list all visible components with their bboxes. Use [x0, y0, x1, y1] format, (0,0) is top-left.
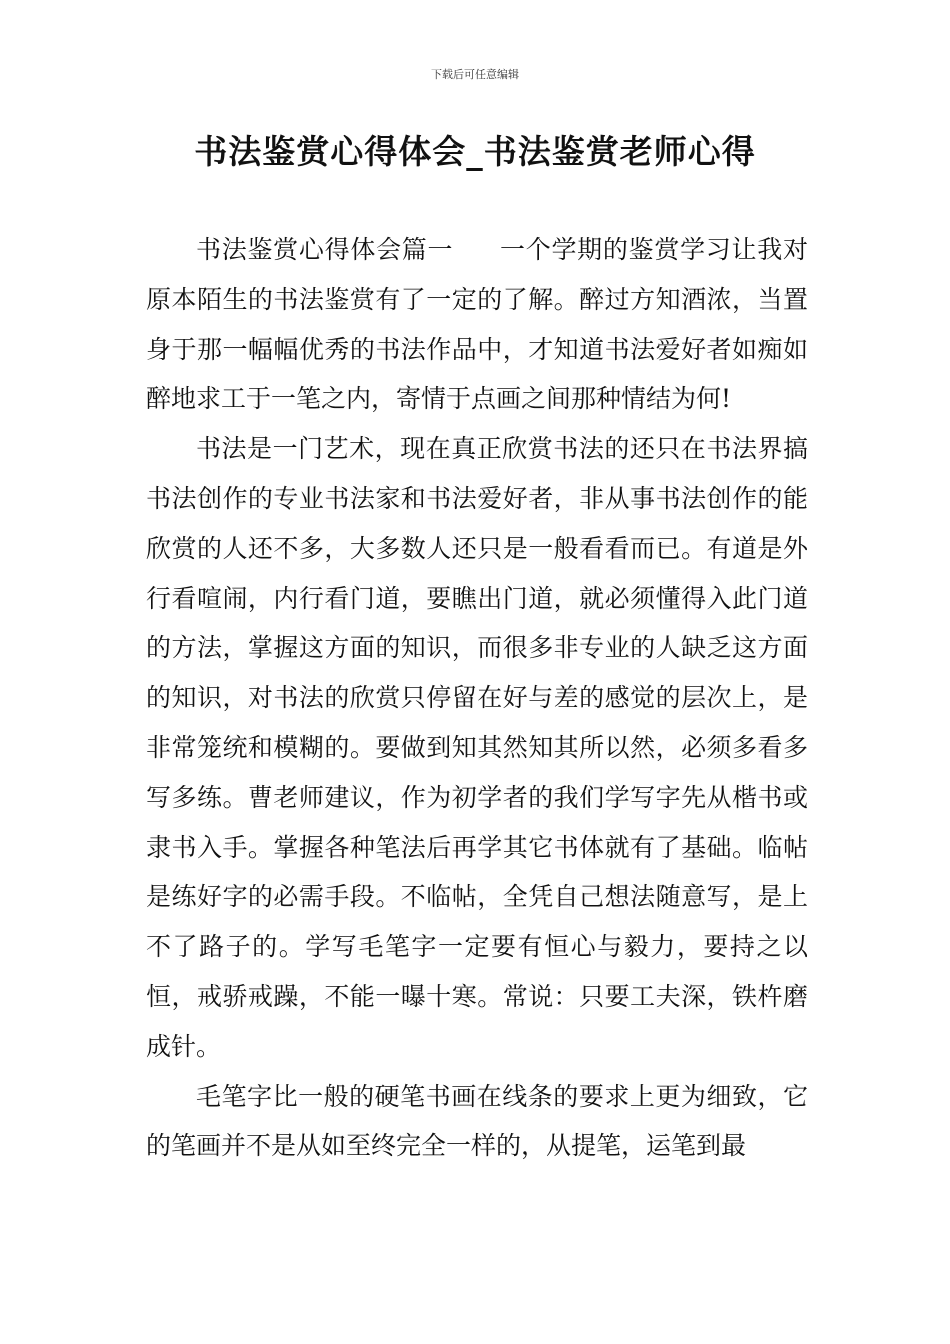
document-body	[146, 225, 808, 1171]
document-title: 书法鉴赏心得体会_书法鉴赏老师心得	[194, 132, 756, 171]
header-note: 下载后可任意编辑	[431, 68, 519, 81]
paragraph-1	[146, 225, 808, 424]
paragraph-1-text: 一个学期的鉴赏学习让我对原本陌生的书法鉴赏有了一定的了解。醉过方知酒浓，当置身于那一幅幅优秀的书法作品中，才知道书法爱好者如痴如醉地求工于一笔之内，寄情于点画之间那种情结为何!	[146, 235, 808, 414]
section-heading: 书法鉴赏心得体会篇一	[196, 235, 454, 264]
paragraph-3: 毛笔字比一般的硬笔书画在线条的要求上更为细致，它的笔画并不是从如至终完全一样的，从提笔，运笔到最	[146, 1081, 808, 1161]
paragraph-2: 书法是一门艺术，现在真正欣赏书法的还只在书法界搞书法创作的专业书法家和书法爱好者，非从事书法创作的能欣赏的人还不多，大多数人还只是一般看看而已。有道是外行看喧闹，内行看门道，要瞧出门道，就必须懂得入此门道的方法，掌握这方面的知识，而很多非专业的人缺乏这方面的知识，对书法的欣赏只停留在好与差的感觉的层次上，是非常笼统和模糊的。要做到知其然知其所以然，必须多看多写多练。曹老师建议，作为初学者的我们学写字先从楷书或隶书入手。掌握各种笔法后再学其它书体就有了基础。临帖是练好字的必需手段。不临帖，全凭自己想法随意写，是上不了路子的。学写毛笔字一定要有恒心与毅力，要持之以恒，戒骄戒躁，不能一曝十寒。常说：只要工夫深，铁杵磨成针。	[146, 434, 808, 1061]
